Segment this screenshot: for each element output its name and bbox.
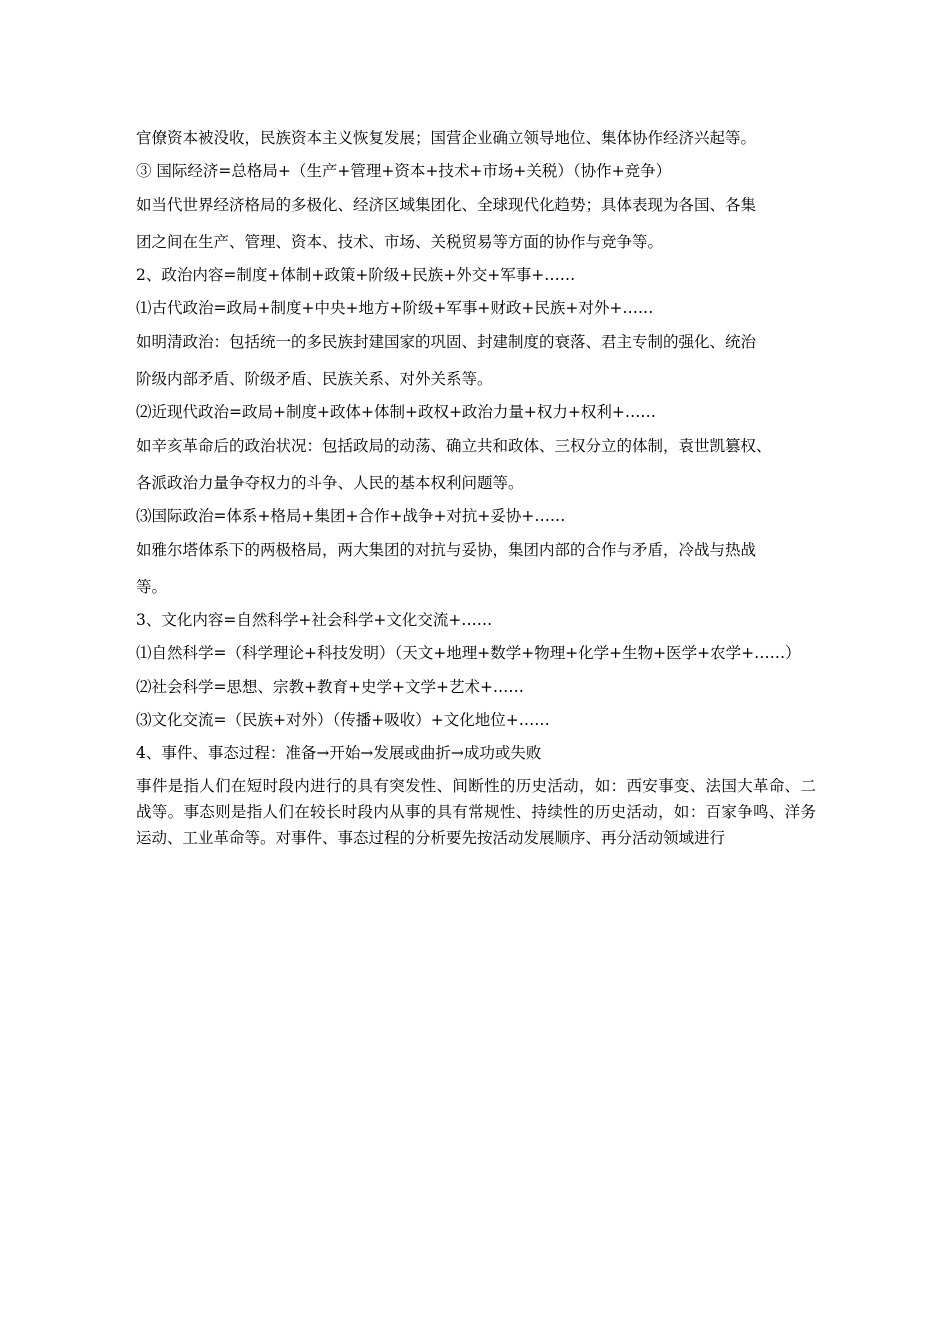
text-line-12: ⑶国际政治=体系+格局+集团+合作+战争+对抗+妥协+……: [136, 507, 566, 525]
text-line-11: 各派政治力量争夺权力的斗争、人民的基本权利问题等。: [136, 474, 524, 492]
text-line-13: 如雅尔塔体系下的两极格局，两大集团的对抗与妥协，集团内部的合作与矛盾，冷战与热战: [136, 541, 757, 559]
text-line-4: 团之间在生产、管理、资本、技术、市场、关税贸易等方面的协作与竞争等。: [136, 233, 664, 251]
text-line-14: 等。: [136, 578, 168, 596]
text-line-3: 如当代世界经济格局的多极化、经济区域集团化、全球现代化趋势；具体表现为各国、各集: [136, 196, 757, 214]
events-paragraph: 事件是指人们在短时段内进行的具有突发性、间断性的历史活动，如：西安事变、法国大革命、二战等。事态则是指人们在较长时段内从事的具有常规性、持续性的历史活动，如：百家争鸣、洋务运动、工业革命等。对事件、事态过程的分析要先按活动发展顺序、再分活动领域进行: [136, 777, 816, 847]
text-line-18: ⑶文化交流=（民族+对外）（传播+吸收）+文化地位+……: [136, 711, 550, 729]
text-line-17: ⑵社会科学=思想、宗教+教育+史学+文学+艺术+……: [136, 678, 524, 696]
text-line-1: 官僚资本被没收，民族资本主义恢复发展；国营企业确立领导地位、集体协作经济兴起等。: [136, 129, 757, 147]
heading-politics: 2、政治内容=制度+体制+政策+阶级+民族+外交+军事+……: [136, 266, 576, 284]
text-line-6: ⑴古代政治=政局+制度+中央+地方+阶级+军事+财政+民族+对外+……: [136, 299, 654, 317]
text-line-9: ⑵近现代政治=政局+制度+政体+体制+政权+政治力量+权力+权利+……: [136, 403, 656, 421]
text-line-7: 如明清政治：包括统一的多民族封建国家的巩固、封建制度的衰落、君主专制的强化、统治: [136, 333, 757, 351]
text-line-10: 如辛亥革命后的政治状况：包括政局的动荡、确立共和政体、三权分立的体制，袁世凯篡权、: [136, 437, 772, 455]
text-line-8: 阶级内部矛盾、阶级矛盾、民族关系、对外关系等。: [136, 370, 493, 388]
text-line-2: ③ 国际经济=总格局+（生产+管理+资本+技术+市场+关税）（协作+竞争）: [136, 162, 672, 180]
text-line-16: ⑴自然科学=（科学理论+科技发明）（天文+地理+数学+物理+化学+生物+医学+农学+……）: [136, 644, 801, 662]
heading-culture: 3、文化内容=自然科学+社会科学+文化交流+……: [136, 611, 493, 629]
heading-events: 4、事件、事态过程：准备→开始→发展或曲折→成功或失败: [136, 744, 542, 762]
